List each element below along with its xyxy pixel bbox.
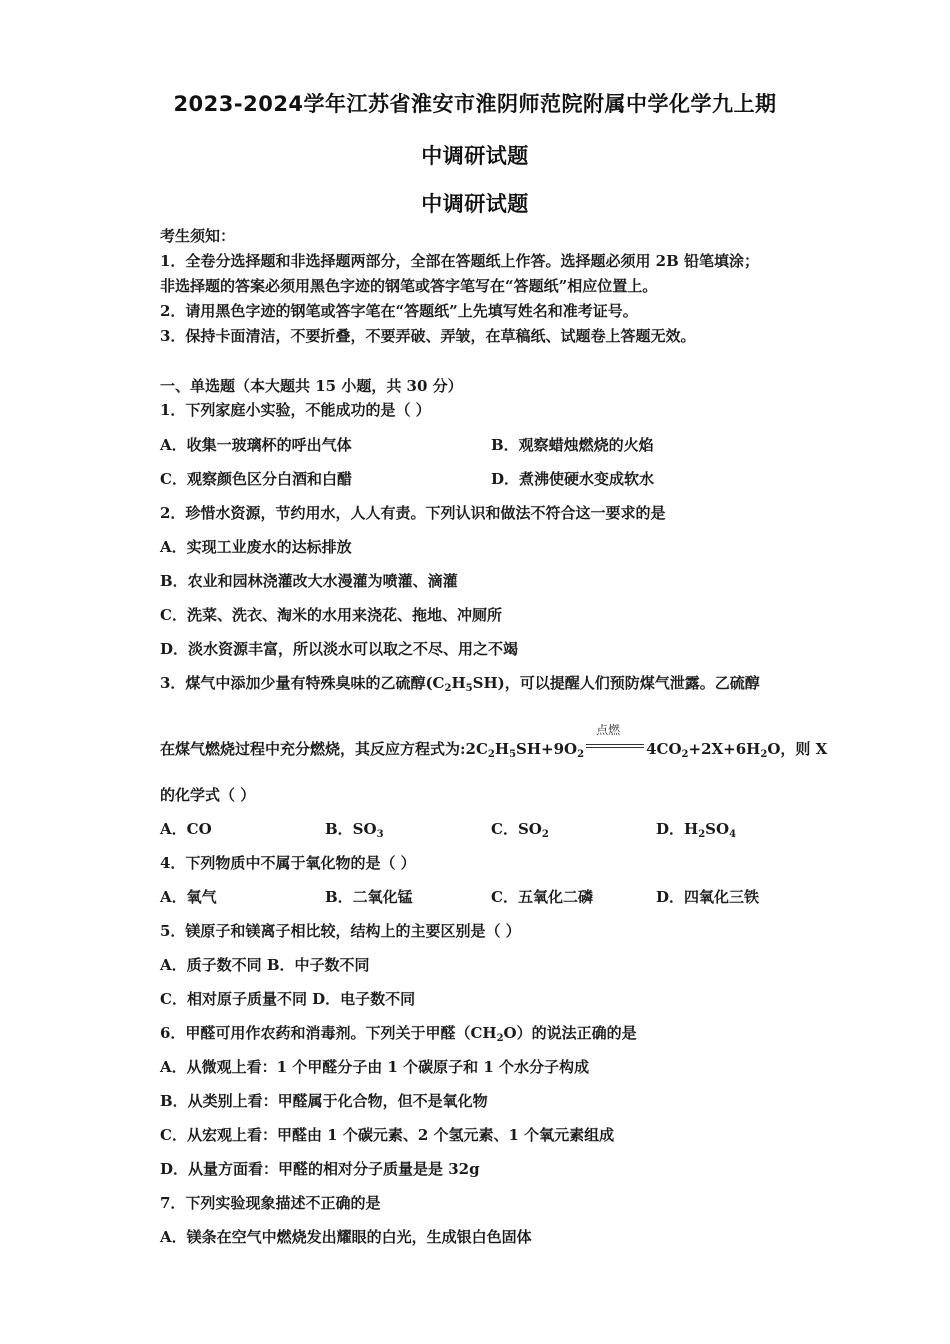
q3-stem-line3: 的化学式（ ） [160, 786, 256, 804]
q3-option-d: D．$H_2SO_4$ [656, 820, 737, 840]
q3-equation-line: 在煤气燃烧过程中充分燃烧，其反应方程式为$:2C_2H_5SH+9O_2$ 点燃 $4CO_2+2X+6H_2O$，则 X [160, 736, 827, 759]
notice-item-1b: 非选择题的答案必须用黑色字迹的钢笔或答字笔写在“答题纸”相应位置上。 [160, 277, 658, 295]
q4-option-c: C．五氧化二磷 [491, 888, 593, 906]
q6-stem: 6．甲醛可用作农药和消毒剂。下列关于甲醛$(CH_2O)$的说法正确的是 [160, 1024, 637, 1044]
q3-option-b: B．$SO_3$ [325, 820, 384, 840]
q5-options-cd: C．相对原子质量不同 D．电子数不同 [160, 990, 416, 1008]
q3-option-a: A．CO [160, 820, 212, 838]
reaction-condition-label: 点燃 [596, 723, 621, 737]
q7-stem: 7．下列实验现象描述不正确的是 [160, 1194, 381, 1212]
q2-option-a: A．实现工业废水的达标排放 [160, 538, 352, 556]
q4-option-b: B．二氧化锰 [325, 888, 413, 906]
notice-heading: 考生须知： [160, 227, 236, 245]
q2-option-c: C．洗菜、洗衣、淘米的水用来浇花、拖地、冲厕所 [160, 606, 502, 624]
q6-option-b: B．从类别上看：甲醛属于化合物，但不是氧化物 [160, 1092, 488, 1110]
exam-title-line2: 中调研试题 [421, 144, 529, 168]
exam-title-line1: 2023-2024学年江苏省淮安市淮阴师范院附属中学化学九上期 [173, 92, 777, 116]
q6-option-c: C．从宏观上看：甲醛由 1 个碳元素、2 个氢元素、1 个氧元素组成 [160, 1126, 615, 1144]
q6-option-d: D．从量方面看：甲醛的相对分子质量是是 32g [160, 1160, 480, 1178]
q2-option-d: D．淡水资源丰富，所以淡水可以取之不尽、用之不竭 [160, 640, 519, 658]
notice-item-1a: 1．全卷分选择题和非选择题两部分，全部在答题纸上作答。选择题必须用 2B 铅笔填涂； [160, 252, 760, 270]
q7-option-a: A．镁条在空气中燃烧发出耀眼的白光，生成银白色固体 [160, 1228, 532, 1246]
q1-option-d: D．煮沸使硬水变成软水 [491, 470, 655, 488]
section-heading: 一、单选题（本大题共 15 小题，共 30 分） [160, 377, 463, 395]
notice-item-3: 3．保持卡面清洁，不要折叠，不要弄破、弄皱，在草稿纸、试题卷上答题无效。 [160, 327, 696, 345]
q1-option-c: C．观察颜色区分白酒和白醋 [160, 470, 352, 488]
q1-option-a: A．收集一玻璃杯的呼出气体 [160, 436, 352, 454]
notice-item-2: 2．请用黑色字迹的钢笔或答字笔在“答题纸”上先填写姓名和准考证号。 [160, 302, 638, 320]
reaction-condition-arrow [586, 723, 644, 756]
q4-option-d: D．四氧化三铁 [656, 888, 760, 906]
q6-option-a: A．从微观上看：1 个甲醛分子由 1 个碳原子和 1 个水分子构成 [160, 1058, 590, 1076]
q2-option-b: B．农业和园林浇灌改大水漫灌为喷灌、滴灌 [160, 572, 458, 590]
q1-option-b: B．观察蜡烛燃烧的火焰 [491, 436, 654, 454]
exam-title-line3: 中调研试题 [421, 192, 529, 216]
q1-stem: 1．下列家庭小实验，不能成功的是（ ） [160, 401, 431, 419]
q5-options-ab: A．质子数不同 B．中子数不同 [160, 956, 370, 974]
q4-option-a: A．氧气 [160, 888, 217, 906]
q3-stem-line1: 3．煤气中添加少量有特殊臭味的乙硫醇$(C_2H_5SH)$，可以提醒人们预防煤气泄露。乙硫醇 [160, 674, 760, 694]
q4-stem: 4．下列物质中不属于氧化物的是（ ） [160, 854, 416, 872]
q3-option-c: C．$SO_2$ [491, 820, 549, 840]
q5-stem: 5．镁原子和镁离子相比较，结构上的主要区别是（ ） [160, 922, 521, 940]
q2-stem: 2．珍惜水资源，节约用水，人人有责。下列认识和做法不符合这一要求的是 [160, 504, 666, 522]
